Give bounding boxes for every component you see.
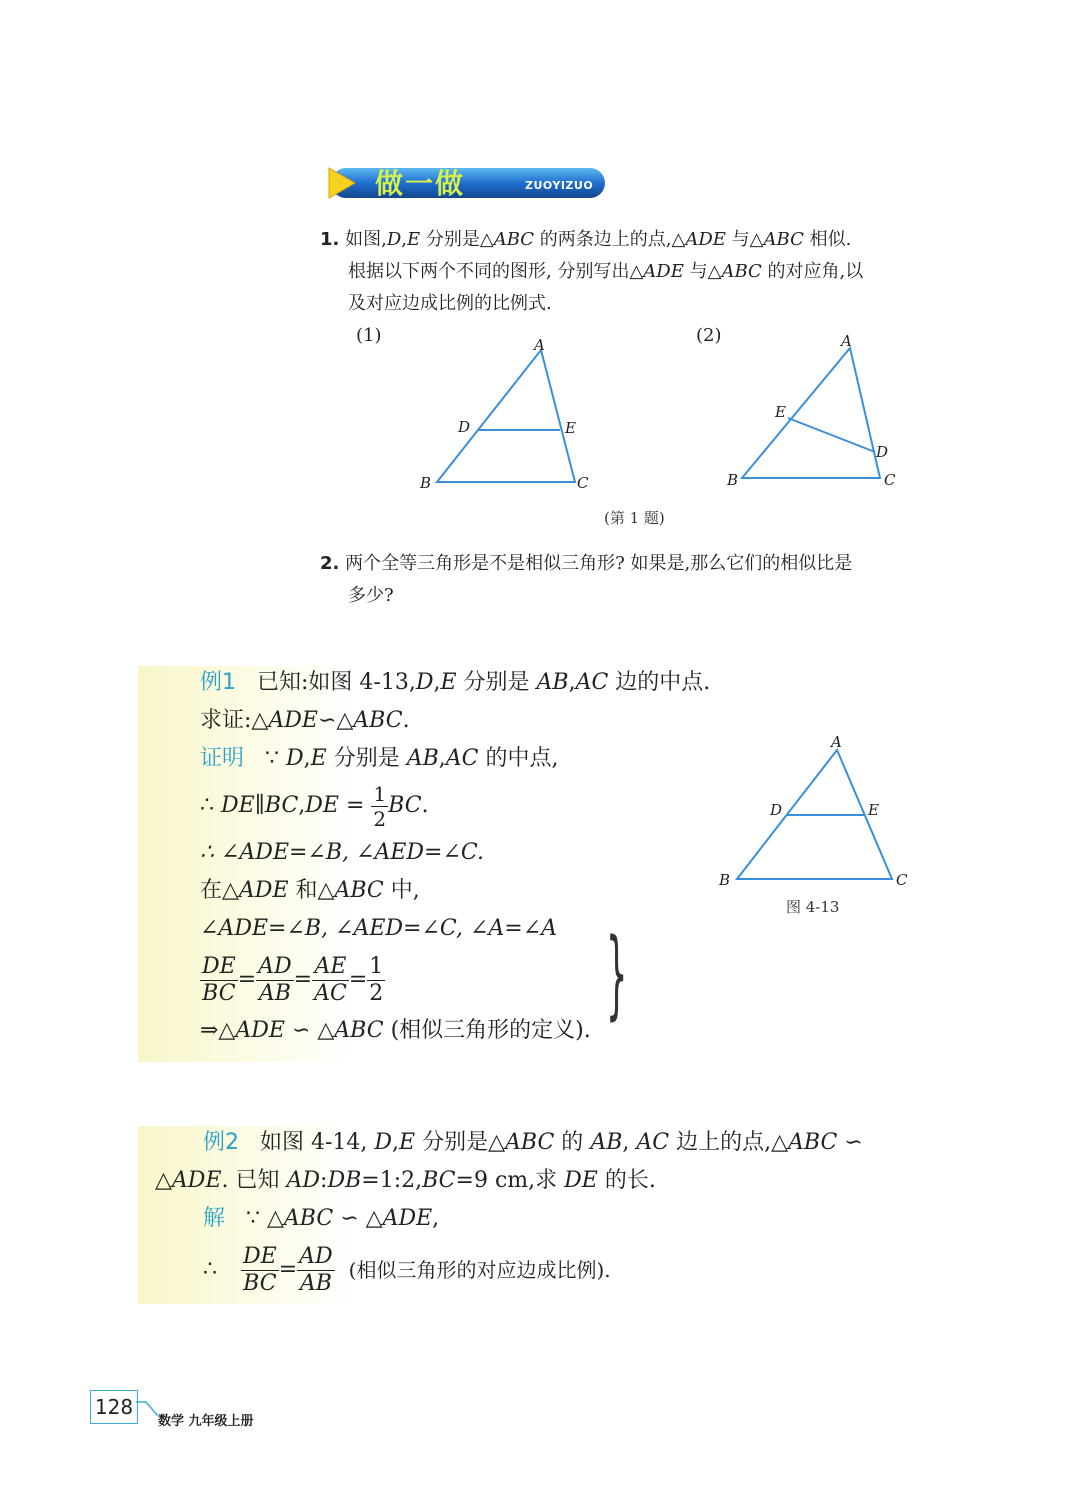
ex2-line1: 例2 如图 4-14, D,E 分别是△ABC 的 AB, AC 边上的点,△ABC ∽ bbox=[203, 1130, 863, 1155]
fraction-de-bc: $\frac{DE}{BC}$ bbox=[202, 953, 236, 1006]
ex2-fraction-de-bc: $\frac{DE}{BC}$ bbox=[243, 1243, 277, 1296]
q1-number: 1. bbox=[320, 229, 340, 250]
example-2 bbox=[155, 1124, 955, 1302]
fig2-point-d: D bbox=[876, 443, 889, 461]
fig1-point-e: E bbox=[565, 419, 576, 437]
ex2-label: 例2 bbox=[203, 1130, 239, 1155]
fig413-point-d: D bbox=[770, 801, 783, 819]
figure-1 bbox=[410, 335, 610, 495]
q2-line1: 两个全等三角形是不是相似三角形? 如果是,那么它们的相似比是 bbox=[345, 553, 853, 574]
ex1-proof-label: 证明 bbox=[200, 746, 245, 771]
fig413-point-c: C bbox=[896, 871, 908, 889]
fraction-ae-ac: $\frac{AE}{AC}$ bbox=[314, 953, 347, 1006]
ex1-conclusion: ⇒△ADE ∽ △ABC (相似三角形的定义). bbox=[200, 1018, 591, 1043]
fig2-point-e: E bbox=[775, 403, 786, 421]
fig413-point-a: A bbox=[831, 733, 842, 751]
banner-title: 做一做 bbox=[375, 167, 466, 200]
ex1-step1: 证明 ∵ D,E 分别是 AB,AC 的中点, bbox=[200, 746, 559, 771]
example-1 bbox=[200, 664, 760, 1050]
book-title: 数学 九年级上册 bbox=[158, 1414, 254, 1429]
fig1-label: (1) bbox=[356, 325, 382, 346]
ex1-step3: ∴ ∠ADE=∠B, ∠AED=∠C. bbox=[200, 840, 484, 865]
q2-line2: 多少? bbox=[348, 585, 394, 606]
fig1-point-d: D bbox=[458, 418, 471, 436]
ex1-prove: 求证:△ADE∽△ABC. bbox=[200, 708, 410, 733]
ex2-fraction-ad-ab: $\frac{AD}{AB}$ bbox=[299, 1243, 333, 1296]
banner-subtitle: ZUOYIZUO bbox=[525, 179, 594, 192]
fig2-point-c: C bbox=[884, 471, 896, 489]
ex2-line2: △ADE. 已知 AD:DB=1:2,BC=9 cm,求 DE 的长. bbox=[155, 1168, 656, 1193]
ex1-ratio-line: $\frac{DE}{BC}$ = $\frac{AD}{AB}$ = $\frac{AE}{AC}$ = $\frac{1}{2}$ bbox=[202, 953, 384, 1006]
fig1-point-a: A bbox=[534, 336, 545, 354]
page-tab-corner bbox=[136, 1400, 160, 1424]
fig413-point-e: E bbox=[868, 801, 879, 819]
figure-caption-q1: (第 1 题) bbox=[604, 509, 665, 527]
fig2-point-b: B bbox=[727, 471, 739, 489]
fig1-point-c: C bbox=[577, 474, 589, 492]
ex1-step4: 在△ADE 和△ABC 中, bbox=[200, 878, 420, 903]
q1-line1: 1. 如图,D,E 分别是△ABC 的两条边上的点,△ADE 与△ABC 相似. bbox=[320, 229, 852, 250]
fraction-one-half: $\frac{1}{2}$ bbox=[373, 781, 387, 831]
figure-4-13 bbox=[700, 730, 920, 895]
ex2-solution-label: 解 bbox=[203, 1206, 226, 1231]
ex1-given: 例1 已知:如图 4-13,D,E 分别是 AB,AC 边的中点. bbox=[200, 670, 711, 695]
ex2-sol2: ∴ $\frac{DE}{BC}$ = $\frac{AD}{AB}$ (相似三角形的对应边成比例). bbox=[203, 1243, 611, 1296]
q1-line3: 及对应边成比例的比例式. bbox=[348, 293, 552, 314]
fig2-point-a: A bbox=[841, 332, 852, 350]
fraction-ad-ab: $\frac{AD}{AB}$ bbox=[258, 953, 292, 1006]
ex1-step2: ∴ DE∥BC,DE = $\frac{1}{2}$ BC. bbox=[200, 781, 429, 831]
ex1-step5: ∠ADE=∠B, ∠AED=∠C, ∠A=∠A bbox=[200, 916, 558, 941]
fig1-point-b: B bbox=[420, 474, 432, 492]
q2-number: 2. bbox=[320, 553, 340, 574]
figure-2 bbox=[720, 330, 920, 495]
ex1-label: 例1 bbox=[200, 670, 236, 695]
fraction-one-half-b: $\frac{1}{2}$ bbox=[369, 953, 384, 1006]
question-1 bbox=[320, 224, 960, 320]
figure-caption-4-13: 图 4-13 bbox=[786, 898, 840, 916]
fig2-label: (2) bbox=[696, 325, 722, 346]
ex2-sol1: 解 ∵ △ABC ∽ △ADE, bbox=[203, 1206, 440, 1231]
fig413-point-b: B bbox=[719, 871, 731, 889]
question-2 bbox=[320, 548, 960, 612]
right-brace: } bbox=[606, 918, 628, 1030]
page-number: 128 bbox=[90, 1390, 138, 1424]
q1-line2: 根据以下两个不同的图形, 分别写出△ADE 与△ABC 的对应角,以 bbox=[348, 261, 864, 282]
